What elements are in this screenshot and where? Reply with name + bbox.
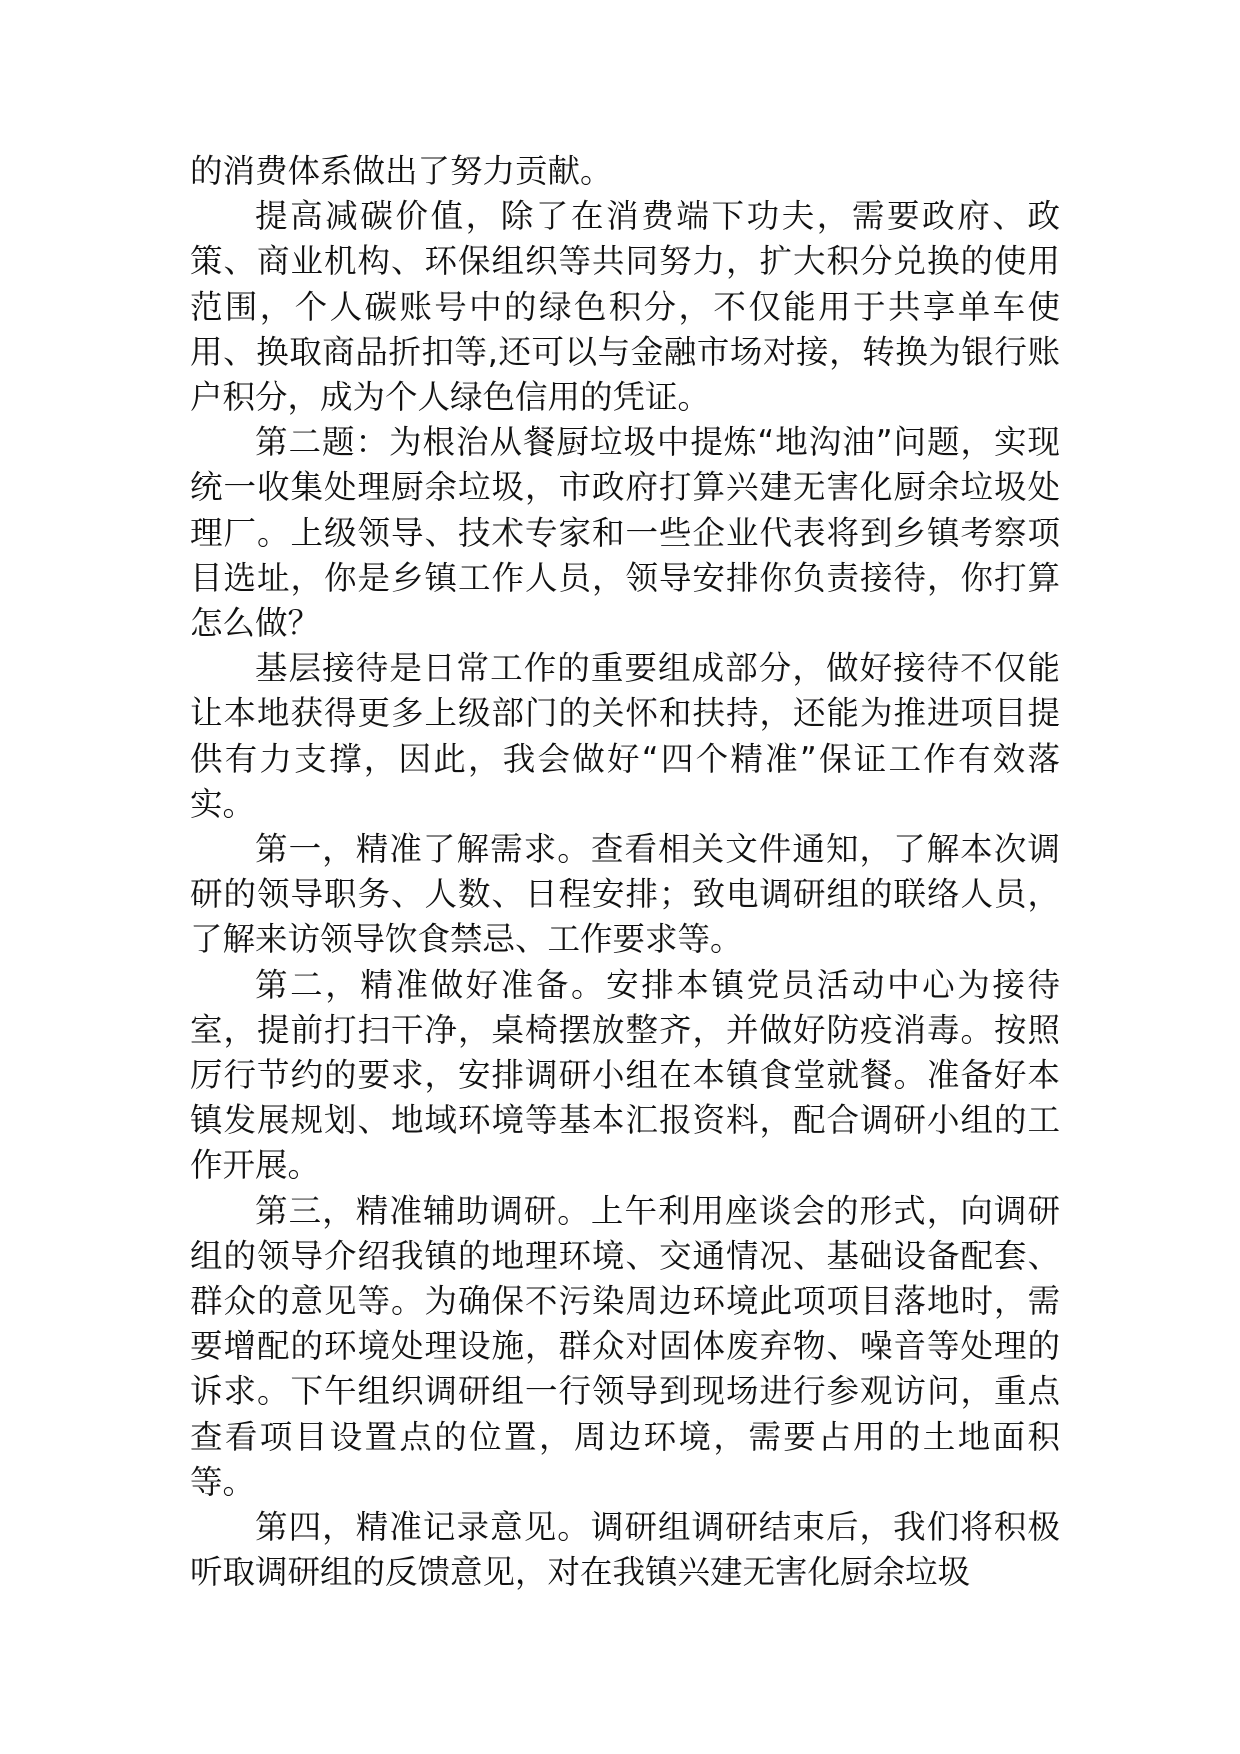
paragraph-carbon-value: 提高减碳价值，除了在消费端下功夫，需要政府、政策、商业机构、环保组织等共同努力，扩大积分兑换的使用范围，个人碳账号中的绿色积分，不仅能用于共享单车使用、换取商品折扣等,还可以与金融市场对接，转换为银行账户积分，成为个人绿色信用的凭证。 [190, 197, 1060, 417]
paragraph-point-three: 第三，精准辅助调研。上午利用座谈会的形式，向调研组的领导介绍我镇的地理环境、交通情况、基础设备配套、群众的意见等。为确保不污染周边环境此项项目落地时，需要增配的环境处理设施，群众对固体废弃物、噪音等处理的诉求。下午组织调研组一行领导到现场进行参观访问，重点查看项目设置点的位置，周边环境，需要占用的土地面积等。 [190, 1191, 1060, 1501]
paragraph-question-two: 第二题：为根治从餐厨垃圾中提炼“地沟油”问题，实现统一收集处理厨余垃圾，市政府打算兴建无害化厨余垃圾处理厂。上级领导、技术专家和一些企业代表将到乡镇考察项目选址，你是乡镇工作人员，领导安排你负责接待，你打算怎么做？ [190, 423, 1060, 643]
paragraph-reception-intro: 基层接待是日常工作的重要组成部分，做好接待不仅能让本地获得更多上级部门的关怀和扶持，还能为推进项目提供有力支撑，因此，我会做好“四个精准”保证工作有效落实。 [190, 649, 1060, 823]
document-body [190, 149, 1060, 1596]
paragraph-continuation: 的消费体系做出了努力贡献。 [190, 152, 613, 190]
paragraph-point-four: 第四，精准记录意见。调研组调研结束后，我们将积极听取调研组的反馈意见，对在我镇兴建无害化厨余垃圾 [190, 1508, 1060, 1592]
paragraph-point-two: 第二，精准做好准备。安排本镇党员活动中心为接待室，提前打扫干净，桌椅摆放整齐，并做好防疫消毒。按照厉行节约的要求，安排调研小组在本镇食堂就餐。准备好本镇发展规划、地域环境等基本汇报资料，配合调研小组的工作开展。 [190, 965, 1060, 1185]
paragraph-point-one: 第一，精准了解需求。查看相关文件通知，了解本次调研的领导职务、人数、日程安排；致电调研组的联络人员，了解来访领导饮食禁忌、工作要求等。 [190, 830, 1060, 959]
